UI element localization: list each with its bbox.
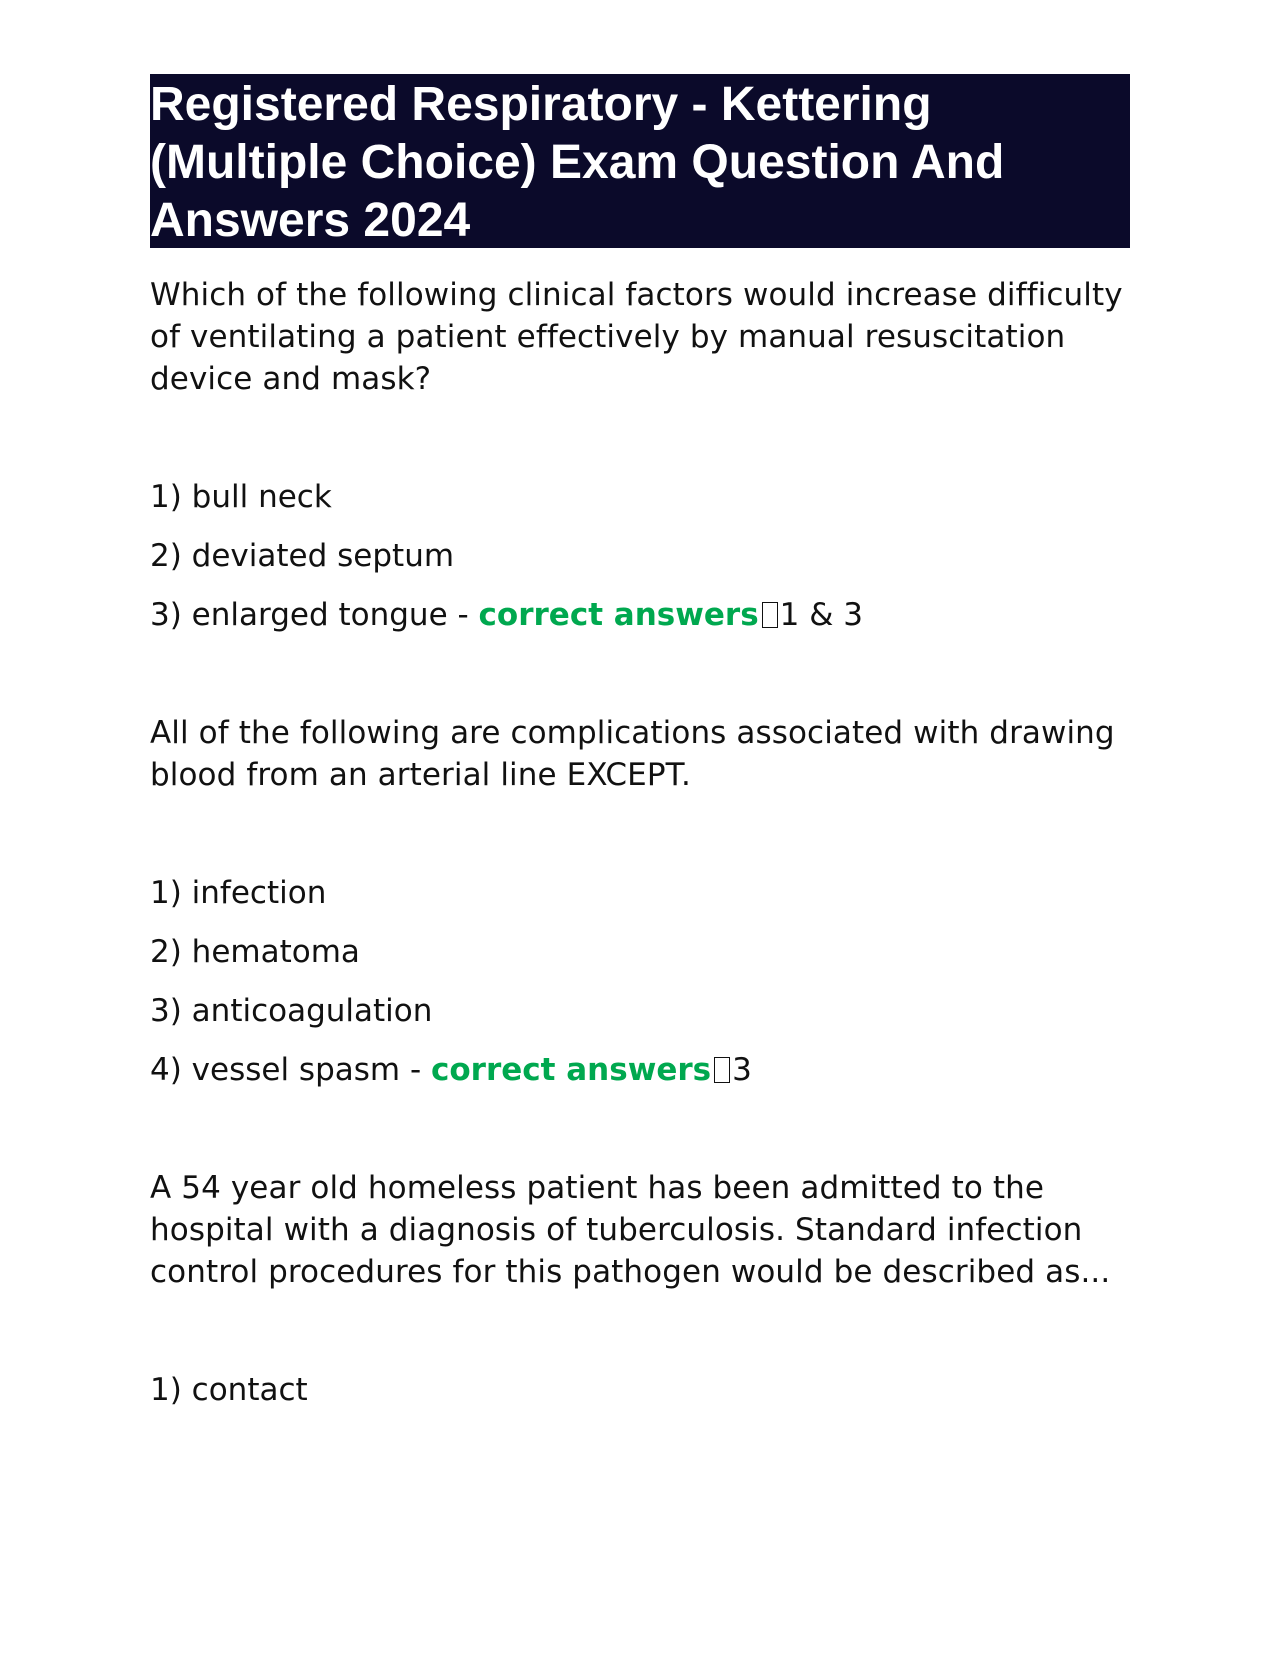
correct-answers-label: correct answers	[478, 597, 759, 633]
missing-glyph-box-icon	[762, 602, 778, 628]
option-text: 3) enlarged tongue -	[150, 597, 479, 633]
document-page	[150, 74, 1130, 1428]
question-text: All of the following are complications associated with drawing blood from an arterial line EXCEPT.	[150, 715, 1115, 793]
option-item: 2) hematoma	[150, 934, 360, 970]
document-title: Registered Respiratory - Kettering (Multiple Choice) Exam Question And Answers 2024	[150, 74, 1130, 248]
option-item: 2) deviated septum	[150, 538, 455, 574]
options-list	[150, 1369, 1130, 1411]
option-item-with-answer	[150, 594, 1130, 636]
question-text: Which of the following clinical factors would increase difficulty of ventilating a patient effectively by manual resuscitation device and mask?	[150, 277, 1123, 397]
answer-value: 1 & 3	[779, 597, 863, 633]
answer-value: 3	[732, 1052, 752, 1088]
options-list	[150, 476, 1130, 636]
option-item: 1) infection	[150, 875, 327, 911]
option-text: 4) vessel spasm -	[150, 1052, 431, 1088]
question-text: A 54 year old homeless patient has been admitted to the hospital with a diagnosis of tuberculosis. Standard infection control procedures for this pathogen would be described as...	[150, 1170, 1111, 1290]
correct-answers-label: correct answers	[431, 1052, 712, 1088]
options-list	[150, 872, 1130, 1091]
option-item-with-answer	[150, 1049, 1130, 1091]
option-item: 3) anticoagulation	[150, 993, 433, 1029]
missing-glyph-box-icon	[714, 1057, 730, 1083]
option-item: 1) bull neck	[150, 479, 332, 515]
option-item: 1) contact	[150, 1372, 308, 1408]
